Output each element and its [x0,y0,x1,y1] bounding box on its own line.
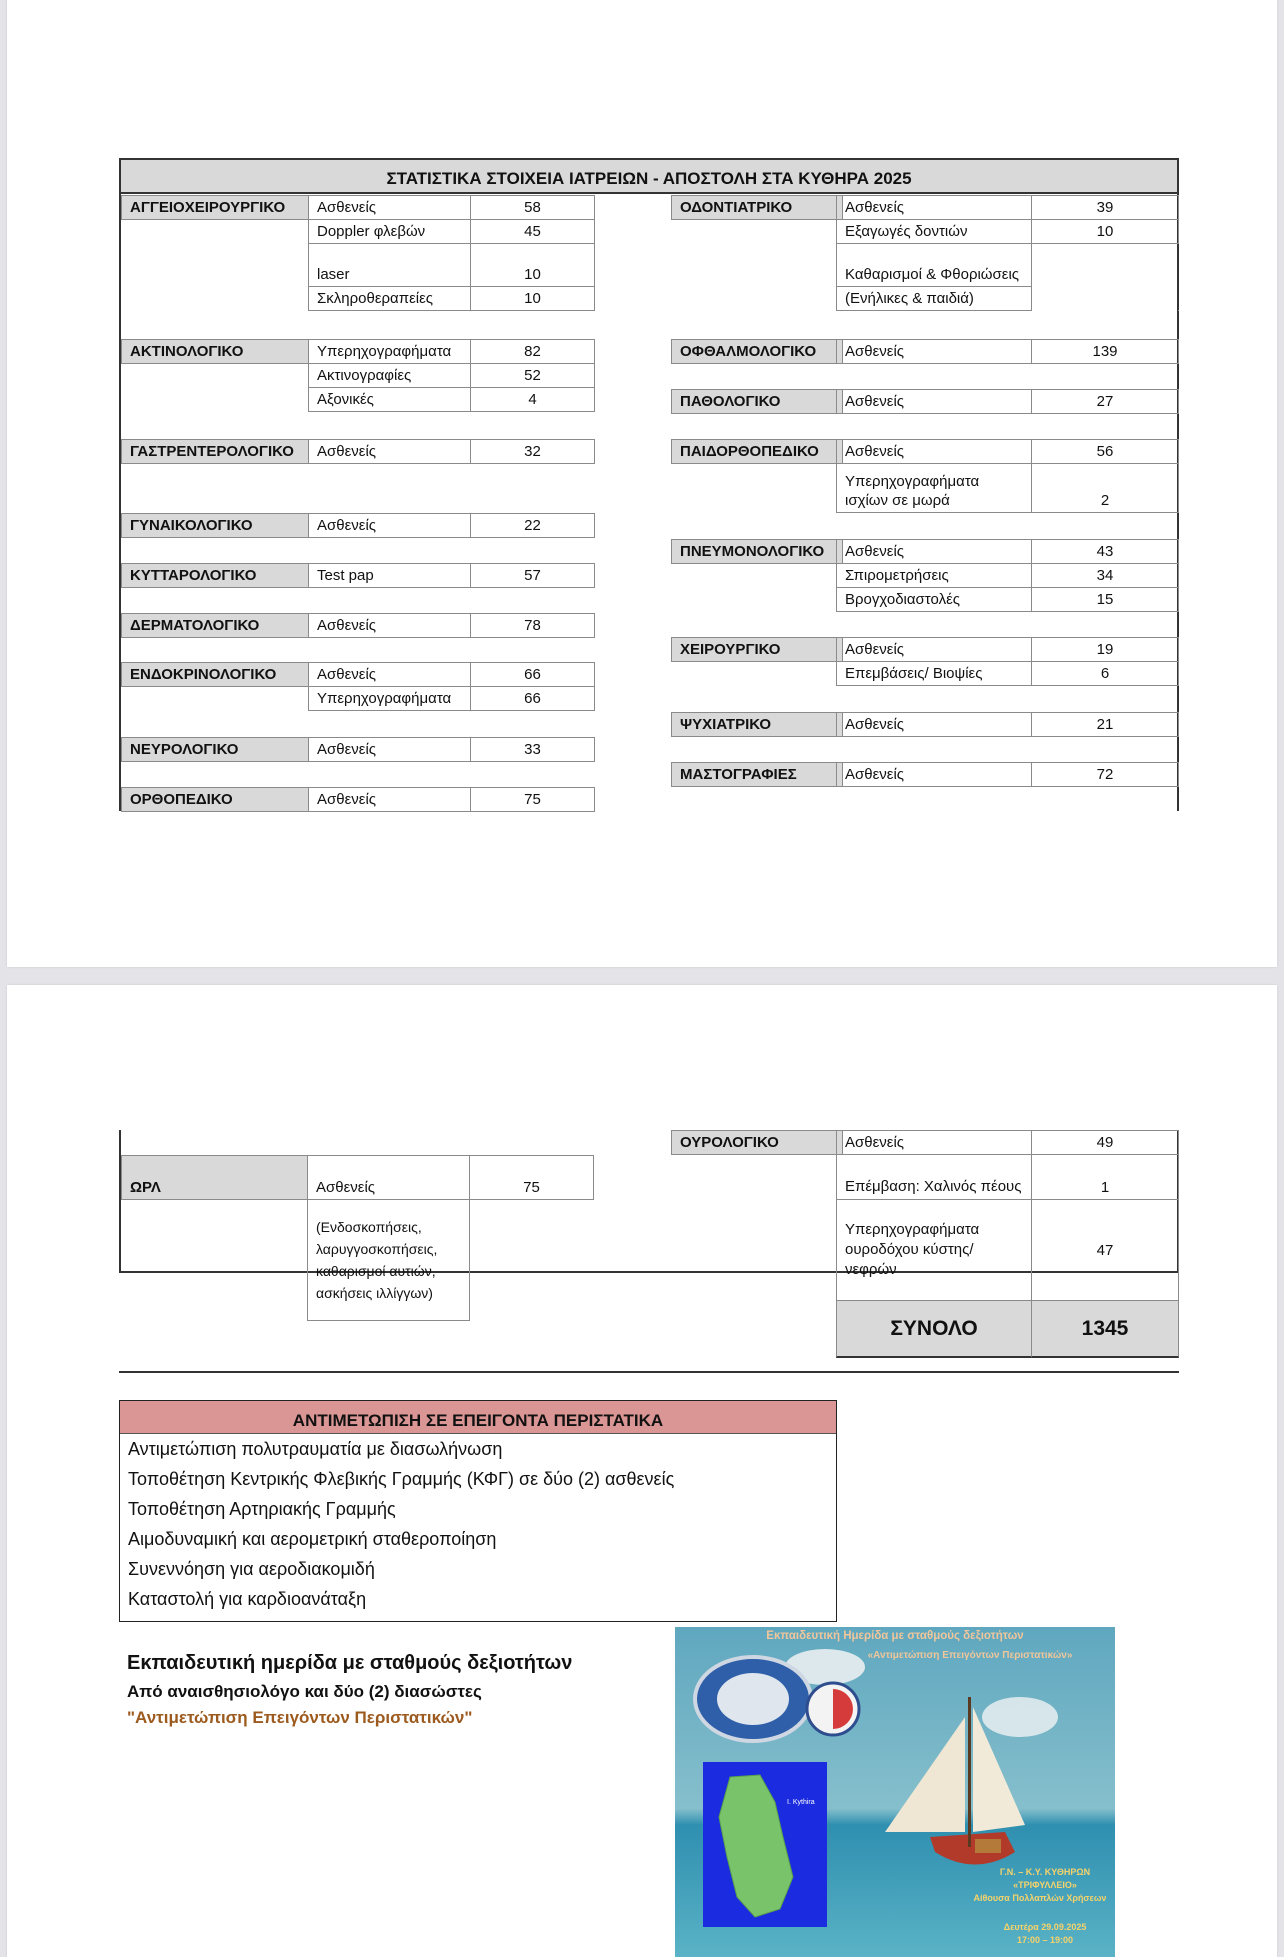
stat-value: 52 [524,367,541,384]
stat-row-label [308,363,471,388]
stat-row-label [836,637,1032,662]
stat-row-label [836,463,1032,513]
stat-label: Υπερηχογραφήματα [317,343,452,360]
dept-name: ΑΓΓΕΙΟΧΕΙΡΟΥΡΓΙΚΟ [130,199,286,216]
orl-patients-label: Ασθενείς [316,1179,376,1196]
poster-venue-1: Γ.Ν. – Κ.Υ. ΚΥΘΗΡΩΝ [999,1867,1091,1877]
dept-header [121,339,309,364]
urology-row-surgery-label [836,1154,1032,1200]
stat-row-value [1031,762,1179,787]
urology-row-surgery-value [1031,1154,1179,1200]
stat-label: Ασθενείς [845,393,905,410]
stat-value: 27 [1096,393,1114,410]
stat-row-value [1031,389,1179,414]
stat-row-value [470,686,595,711]
event-poster [675,1627,1115,1957]
emergency-title: ΑΝΤΙΜΕΤΩΠΙΣΗ ΣΕ ΕΠΕΙΓΟΝΤΑ ΠΕΡΙΣΤΑΤΙΚΑ [292,1411,664,1430]
emergency-item: Αντιμετώπιση πολυτραυματία με διασωλήνωση [128,1439,503,1459]
stat-label: Υπερηχογραφήματα ισχίων σε μωρά [845,473,980,509]
stat-label: Ασθενείς [317,443,377,460]
stat-row-label [836,389,1032,414]
row-separator [1178,786,1179,787]
stat-row-value [470,339,595,364]
dept-name: ΕΝΔΟΚΡΙΝΟΛΟΓΙΚΟ [130,666,277,683]
emergency-item: Τοποθέτηση Κεντρικής Φλεβικής Γραμμής (ΚΦΓ) σε δύο (2) ασθενείς [128,1469,675,1489]
boat-cabin [975,1839,1001,1853]
dept-header [121,662,309,687]
stat-label: Ασθενείς [845,199,905,216]
stat-value: 6 [1100,665,1110,682]
stat-value: 39 [1096,199,1114,216]
total-value-cell [1031,1300,1179,1358]
stat-value: 45 [524,223,541,240]
orl-row-patients-value [469,1155,594,1200]
stat-row-value [470,513,595,538]
row-separator [1178,413,1179,414]
stat-row-label [308,662,471,687]
stat-row-value [470,387,595,412]
stat-row-label [836,762,1032,787]
row-separator [1178,685,1179,686]
poster-time: 17:00 – 19:00 [1016,1935,1074,1945]
stat-row-label [308,686,471,711]
urology-ultrasound-label: Υπερηχογραφήματα ουροδόχου κύστης/νεφρών [845,1221,980,1278]
dept-name: ΑΚΤΙΝΟΛΟΓΙΚΟ [130,343,244,360]
stat-label: Σπιρομετρήσεις [845,567,949,584]
stat-row-label [836,587,1032,612]
dept-header [671,762,843,787]
stat-row-value [1031,712,1179,737]
stats-table-title [119,158,1179,194]
stat-row-label [836,661,1032,686]
stat-row-value [1031,563,1179,588]
stat-label: Ασθενείς [317,199,377,216]
emergency-item: Καταστολή για καρδιοανάταξη [128,1589,367,1609]
stat-label: laser [317,266,350,283]
stat-label: Ακτινογραφίες [317,367,412,384]
stat-row-value [1031,339,1179,364]
dept-name: ΜΑΣΤΟΓΡΑΦΙΕΣ [680,766,797,783]
urology-row-patients-label [836,1130,1032,1155]
dept-name: ΨΥΧΙΑΤΡΙΚΟ [680,716,772,733]
dept-name: ΧΕΙΡΟΥΡΓΙΚΟ [680,641,781,658]
stat-label: Ασθενείς [845,443,905,460]
stat-row-value [1031,637,1179,662]
stat-label: Ασθενείς [317,617,377,634]
stat-row-label [308,339,471,364]
orl-row-procedures [307,1199,470,1321]
poster-subtitle: «Αντιμετώπιση Επειγόντων Περιστατικών» [867,1650,1073,1661]
stat-row-label [836,243,1032,287]
urology-row-ultrasound-value [1031,1199,1179,1301]
emergency-item: Τοποθέτηση Αρτηριακής Γραμμής [128,1499,396,1519]
stats-table-title-text: ΣΤΑΤΙΣΤΙΚΑ ΣΤΟΙΧΕΙΑ ΙΑΤΡΕΙΩΝ - ΑΠΟΣΤΟΛΗ ΣΤΑ ΚΥΘΗΡΑ 2025 [386,169,912,188]
seminar-title: Εκπαιδευτική ημερίδα με σταθμούς δεξιοτήτων [127,1652,573,1674]
dept-header [671,195,843,220]
stat-row-value [1031,463,1179,513]
stat-value: 34 [1096,567,1114,584]
dept-header [121,563,309,588]
dept-name: ΔΕΡΜΑΤΟΛΟΓΙΚΟ [130,617,260,634]
stat-row-value [470,662,595,687]
stat-row-label [836,539,1032,564]
stat-value: 19 [1096,641,1114,658]
seminar-subtitle: Από αναισθησιολόγο και δύο (2) διασώστες [127,1682,482,1701]
stat-row-label [308,613,471,638]
stat-label: Αξονικές [317,391,374,408]
stat-row-value [1031,587,1179,612]
stat-value: 66 [524,690,541,707]
stat-label: Ασθενείς [845,343,905,360]
stat-value: 10 [524,266,541,283]
row-separator [1178,310,1179,311]
dept-name: ΓΥΝΑΙΚΟΛΟΓΙΚΟ [130,517,253,534]
poster-graphic [675,1627,1115,1957]
dept-header [121,787,309,812]
dept-name: ΝΕΥΡΟΛΟΓΙΚΟ [130,741,239,758]
dept-header [121,737,309,762]
dept-header [121,513,309,538]
row-separator [1178,736,1179,737]
stat-row-value [470,286,595,311]
stat-value: 82 [524,343,541,360]
stat-row-label [308,787,471,812]
stat-row-value [1031,195,1179,220]
stat-label: Doppler φλεβών [317,223,426,240]
emergency-item: Αιμοδυναμική και αερομετρική σταθεροποίηση [128,1529,497,1549]
stat-row-value [1031,539,1179,564]
stat-row-value [470,563,595,588]
stat-value: 75 [524,791,541,808]
row-separator [1178,363,1179,364]
orl-procedures-label: (Ενδοσκοπήσεις, λαρυγγοσκοπήσεις, καθαρισμοί αυτιών, ασκήσεις ιλλίγγων) [316,1219,438,1301]
stat-row-label [836,286,1032,311]
stat-label: Σκληροθεραπείες [317,290,434,307]
stat-row-label [836,219,1032,244]
row-separator [1178,512,1179,513]
dept-urology [671,1130,843,1155]
dept-name: ΠΝΕΥΜΟΝΟΛΟΓΙΚΟ [680,543,825,560]
stat-label: Υπερηχογραφήματα [317,690,452,707]
total-label: ΣΥΝΟΛΟ [890,1317,978,1340]
stat-label: Ασθενείς [317,666,377,683]
stat-value: 10 [524,290,541,307]
poster-venue-2: «ΤΡΙΦΥΛΛΕΙΟ» [1013,1880,1077,1890]
stat-row-label [836,195,1032,220]
stat-row-value [1031,439,1179,464]
stat-value: 21 [1096,716,1114,733]
dept-header [121,613,309,638]
total-value: 1345 [1081,1317,1129,1340]
emergency-header [120,1401,836,1434]
dept-name: ΠΑΙΔΟΡΘΟΠΕΔΙΚΟ [680,443,819,460]
stat-value: 15 [1096,591,1114,608]
stat-value: 78 [524,617,541,634]
stat-row-label [308,286,471,311]
stat-row-value [470,737,595,762]
stat-label: Ασθενείς [845,716,905,733]
urology-ultrasound-value: 47 [1096,1241,1114,1259]
stat-label: Ασθενείς [845,641,905,658]
stat-label: Ασθενείς [845,766,905,783]
document-page-2 [7,985,1277,1957]
stat-label: (Ενήλικες & παιδιά) [845,290,974,307]
stat-value: 10 [1096,223,1114,240]
stat-value: 72 [1096,766,1114,783]
row-separator [1178,611,1179,612]
emergency-box [119,1400,837,1622]
poster-date: Δευτέρα 29.09.2025 [1003,1922,1087,1932]
stat-label: Βρογχοδιαστολές [845,591,960,608]
urology-patients-label: Ασθενείς [845,1134,905,1151]
dept-header [671,539,843,564]
dept-name: ΟΔΟΝΤΙΑΤΡΙΚΟ [680,199,793,216]
dept-header [671,712,843,737]
urology-surgery-value: 1 [1100,1179,1110,1196]
dept-urology-label: ΟΥΡΟΛΟΓΙΚΟ [680,1134,779,1151]
stat-row-label [308,439,471,464]
stat-row-label [308,219,471,244]
dept-header [671,637,843,662]
stat-row-label [308,387,471,412]
poster-map-label: I. Kythira [787,1799,815,1806]
stat-row-value [470,243,595,287]
table-left-border [119,158,121,811]
urology-row-patients-value [1031,1130,1179,1155]
stat-value: 139 [1092,343,1118,360]
stat-row-label [836,439,1032,464]
dept-name: ΟΦΘΑΛΜΟΛΟΓΙΚΟ [680,343,817,360]
stat-row-value [470,195,595,220]
table-bottom-line [119,1371,1179,1373]
dept-orl [121,1155,308,1200]
stat-row-label [308,243,471,287]
orl-row-patients-label [307,1155,470,1200]
emergency-item: Συνεννόηση για αεροδιακομιδή [128,1559,375,1579]
stat-row-label [308,563,471,588]
stat-value: 66 [524,666,541,683]
dept-header [121,439,309,464]
stat-row-label [836,712,1032,737]
stat-value: 56 [1096,443,1114,460]
dept-header [671,439,843,464]
dept-header [121,195,309,220]
stat-row-label [836,563,1032,588]
dept-name: ΠΑΘΟΛΟΓΙΚΟ [680,393,781,410]
stat-label: Ασθενείς [317,791,377,808]
dept-header [671,339,843,364]
stat-row-value [470,439,595,464]
urology-row-ultrasound-label [836,1199,1032,1301]
stat-row-value [1031,219,1179,244]
stat-row-label [836,339,1032,364]
stat-row-value [470,787,595,812]
cloud-icon [982,1697,1058,1737]
stat-label: Ασθενείς [317,741,377,758]
stat-label: Test pap [317,567,374,584]
stat-label: Επεμβάσεις/ Βιοψίες [845,665,983,682]
stat-row-label [308,513,471,538]
stat-label: Ασθενείς [845,543,905,560]
dept-orl-label: ΩΡΛ [130,1179,161,1196]
urology-patients-value: 49 [1096,1134,1114,1151]
poster-venue-3: Αίθουσα Πολλαπλών Χρήσεων [973,1893,1107,1903]
stat-row-value [470,613,595,638]
stat-value: 32 [524,443,541,460]
logo-inner [717,1673,789,1725]
stat-label: Εξαγωγές δοντιών [845,223,968,240]
stat-value: 33 [524,741,541,758]
stat-value: 22 [524,517,541,534]
stat-value: 2 [1100,492,1110,509]
document-page-1 [7,0,1277,967]
stat-value: 4 [528,391,537,408]
orl-patients-value: 75 [523,1179,540,1196]
urology-surgery-label: Επέμβαση: Χαλινός πέους [845,1178,1022,1195]
stat-value: 57 [524,567,541,584]
dept-header [671,389,843,414]
poster-title: Εκπαιδευτική Ημερίδα με σταθμούς δεξιοτήτων [766,1630,1024,1642]
stat-value: 58 [524,199,541,216]
stat-row-label [308,737,471,762]
stat-label: Καθαρισμοί & Φθοριώσεις [845,266,1020,283]
dept-name: ΚΥΤΤΑΡΟΛΟΓΙΚΟ [130,567,257,584]
dept-name: ΓΑΣΤΡΕΝΤΕΡΟΛΟΓΙΚΟ [130,443,294,460]
dept-name: ΟΡΘΟΠΕΔΙΚΟ [130,791,233,808]
boat-mast [968,1697,971,1847]
stat-value: 43 [1096,543,1114,560]
table-left-border-p2 [119,1130,121,1273]
stat-row-value [470,219,595,244]
seminar-quote: "Αντιμετώπιση Επειγόντων Περιστατικών" [127,1708,473,1727]
stat-row-value [1031,661,1179,686]
stat-label: Ασθενείς [317,517,377,534]
total-label-cell [836,1300,1032,1358]
stat-row-value [470,363,595,388]
stat-row-label [308,195,471,220]
